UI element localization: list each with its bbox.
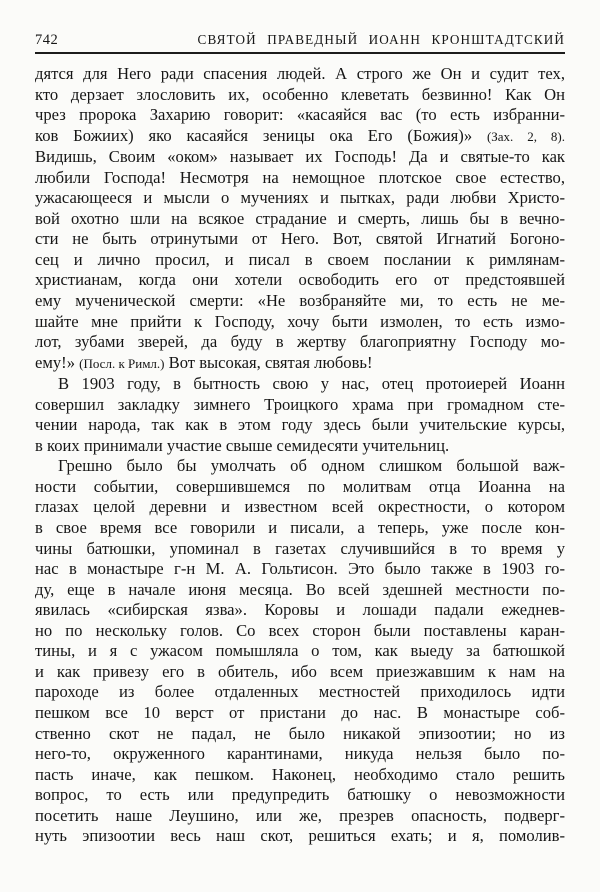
text-line [35, 765, 565, 786]
line-text: В 1903 году, в бытность свою у нас, отец протоиерей Иоанн [58, 374, 565, 394]
text-line [35, 539, 565, 560]
line-text: дятся для Него ради спасения людей. А строго же Он и судит тех, [35, 64, 565, 83]
text-line [35, 209, 565, 230]
line-text: посетить наше Леушино, или же, презрев опасность, подверг- [35, 805, 565, 825]
line-text: но по нескольку голов. Со всех сторон были поставлены каран- [35, 620, 565, 640]
text-line [35, 353, 565, 375]
line-text: чины батюшки, упоминал в газетах случившийся в то время у [35, 538, 565, 558]
body-text [35, 64, 565, 847]
line-text: пешком все 10 верст от пристани до нас. В монастыре соб- [35, 702, 565, 722]
line-text: ему!» [35, 352, 80, 372]
line-text: нуть эпизоотии весь наш скот, решиться ехать; и я, помолив- [35, 826, 565, 846]
line-text: шайте мне прийти к Господу, хочу быти измолен, то есть измо- [35, 311, 565, 331]
text-line [35, 436, 565, 457]
text-line [35, 621, 565, 642]
line-text: Грешно было бы умолчать об одном слишком большой важ- [58, 456, 565, 476]
line-text: в коих принимали участие свыше семидесяти учительниц. [35, 435, 450, 455]
line-text: лот, зубами зверей, да буду в жертву благоприятну Господу мо- [35, 332, 565, 352]
text-line [35, 456, 565, 477]
line-text: глазах целой деревни и известном всей окрестности, о котором [35, 497, 565, 517]
text-line [35, 682, 565, 703]
line-text: ду, еще в начале июня месяца. Во всей здешней местности по- [35, 579, 565, 599]
line-text: любили Господа! Несмотря на немощное плотское свое естество, [35, 167, 565, 187]
text-line [35, 105, 565, 126]
text-line [35, 291, 565, 312]
line-text: кто дерзает злословить их, особенно клеветать безвинно! Как Он [35, 84, 565, 104]
line-text: чрез пророка Захарию говорит: «касаяйся вас (то есть избранни- [35, 105, 565, 125]
line-text: ности событии, совершившемся по молитвам отца Иоанна на [35, 476, 565, 496]
text-line [35, 270, 565, 291]
text-line [35, 477, 565, 498]
text-line [35, 64, 565, 85]
text-line [35, 332, 565, 353]
line-text: явилась «сибирская язва». Коровы и лошади падали ежеднев- [35, 600, 565, 620]
line-text: чении народа, так как в этом году здесь были учительские курсы, [35, 415, 565, 435]
line-text: нас в монастыре г-н М. А. Гольтисон. Это было также в 1903 го- [35, 559, 565, 579]
line-text: христианам, когда они хотели освободить его от предстоявшей [35, 270, 565, 290]
line-text: сти не быть отринутыми от Него. Вот, святой Игнатий Богоно- [35, 229, 565, 249]
text-line [35, 188, 565, 209]
line-text: совершил закладку зимнего Троицкого храма при громадном сте- [35, 394, 565, 414]
line-text: вопрос, то есть или предупредить батюшку о невозможности [35, 785, 565, 805]
text-line [35, 806, 565, 827]
line-text: сец и лично просил, и писал в своем послании к римлянам- [35, 249, 565, 269]
text-line [35, 724, 565, 745]
line-text: Вот высокая, святая любовь! [164, 352, 373, 372]
text-line [35, 126, 565, 148]
text-line [35, 374, 565, 395]
line-text: ужасающееся и мысли о мучениях и пытках, ради любви Христо- [35, 188, 565, 208]
text-line [35, 229, 565, 250]
line-text: пароходе из более отдаленных местностей приходилось идти [35, 682, 565, 702]
line-text: ему мученической смерти: «Не возбраняйте ми, то есть не ме- [35, 291, 565, 311]
text-line [35, 312, 565, 333]
line-text: Видишь, Своим «оком» называет их Господь! Да и святые-то как [35, 147, 565, 167]
text-line [35, 395, 565, 416]
text-line [35, 662, 565, 683]
line-text: ков Божиих) яко касаяйся зеницы ока Его (Божия)» [35, 125, 487, 145]
text-line [35, 559, 565, 580]
line-text: и как привезу его в обитель, ибо всем приезжавшим к нам на [35, 661, 565, 681]
page-number: 742 [35, 32, 59, 48]
text-line [35, 826, 565, 847]
text-line [35, 703, 565, 724]
text-line [35, 168, 565, 189]
text-line [35, 518, 565, 539]
page-header [35, 0, 565, 49]
citation-text: (Посл. к Римл.) [79, 355, 165, 371]
header-rule [35, 52, 565, 54]
text-line [35, 497, 565, 518]
line-text: в свое время все говорили и писали, а теперь, уже после кон- [35, 518, 565, 538]
text-line [35, 85, 565, 106]
citation-text: (Зах. 2, 8). [486, 128, 565, 144]
text-line [35, 600, 565, 621]
text-line [35, 785, 565, 806]
line-text: тины, и я с ужасом помышляла о том, как выеду за батюшкой [35, 641, 565, 661]
line-text: него-то, окруженного карантинами, никуда нельзя было по- [35, 744, 565, 764]
line-text: ственно скот не падал, не было никакой эпизоотии; но из [35, 723, 565, 743]
text-line [35, 641, 565, 662]
text-line [35, 744, 565, 765]
line-text: вой охотно шли на всякое страдание и смерть, лишь бы в вечно- [35, 208, 565, 228]
running-title: СВЯТОЙ ПРАВЕДНЫЙ ИОАНН КРОНШТАДТСКИЙ [197, 32, 565, 47]
text-line [35, 147, 565, 168]
line-text: пасть иначе, как пешком. Наконец, необходимо стало решить [35, 764, 565, 784]
text-line [35, 415, 565, 436]
text-line [35, 250, 565, 271]
text-line [35, 580, 565, 601]
